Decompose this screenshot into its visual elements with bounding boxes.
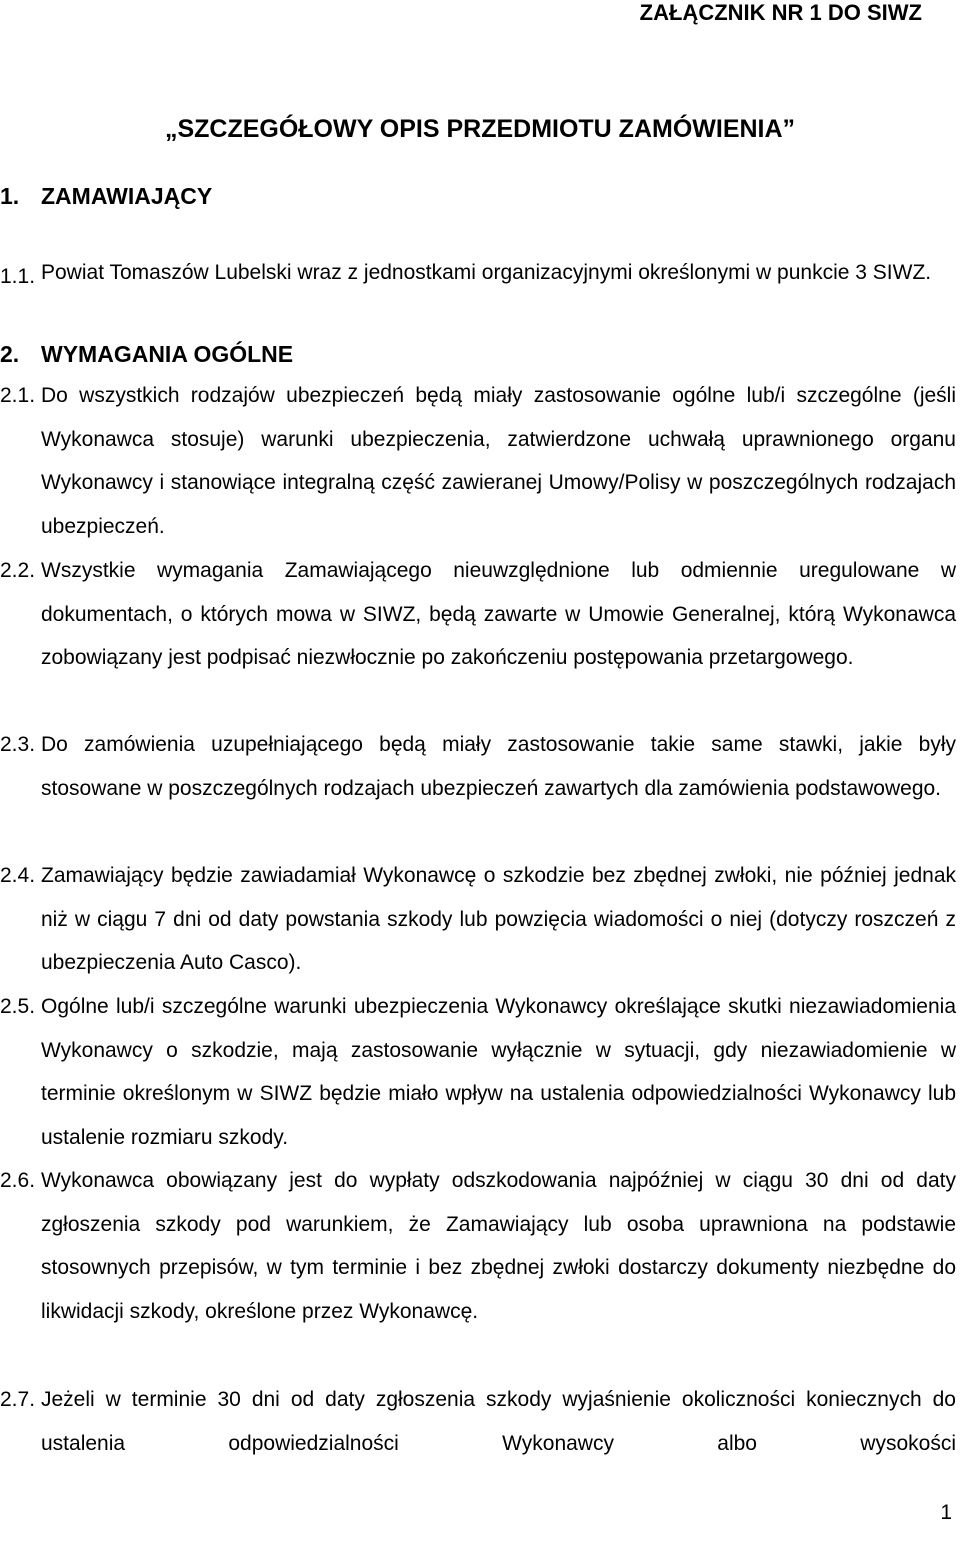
paragraph-number: 2.6. [0,1169,36,1192]
section-number: 2. [0,341,20,367]
paragraph-2-4 [0,854,956,985]
paragraph-number: 2.2. [0,559,36,582]
paragraph-number: 2.5. [0,995,36,1018]
page-number: 1 [940,1501,952,1524]
paragraph-2-2 [0,549,956,680]
paragraph-text: Jeżeli w terminie 30 dni od daty zgłoszenia szkody wyjaśnienie okoliczności koniecznych do ustalenia odpowiedzialności Wykonawcy albo wysokości [41,1388,956,1455]
document-title: „SZCZEGÓŁOWY OPIS PRZEDMIOTU ZAMÓWIENIA” [164,115,796,143]
annex-label: ZAŁĄCZNIK NR 1 DO SIWZ [639,0,922,25]
paragraph-text: Wszystkie wymagania Zamawiającego nieuwzględnione lub odmiennie uregulowane w dokumentach, o których mowa w SIWZ, będą zawarte w Umowie Generalnej, którą Wykonawca zobowiązany jest podpisać niezwłocznie po zakończeniu postępowania przetargowego. [41,559,956,669]
paragraph-1-1 [0,255,956,291]
section-title: ZAMAWIAJĄCY [41,183,213,209]
paragraph-2-1 [0,374,956,548]
paragraph-2-6 [0,1159,956,1333]
paragraph-text: Do zamówienia uzupełniającego będą miały zastosowanie takie same stawki, jakie były stosowane w poszczególnych rodzajach ubezpieczeń zawartych dla zamówienia podstawowego. [41,733,956,800]
paragraph-2-7 [0,1378,956,1465]
paragraph-number: 2.7. [0,1388,36,1411]
paragraph-2-3 [0,723,956,810]
paragraph-text: Wykonawca obowiązany jest do wypłaty odszkodowania najpóźniej w ciągu 30 dni od daty zgłoszenia szkody pod warunkiem, że Zamawiający lub osoba uprawniona na podstawie stosownych przepisów, w tym terminie i bez zbędnej zwłoki dostarczy dokumenty niezbędne do likwidacji szkody, określone przez Wykonawcę. [41,1169,956,1323]
paragraph-text: Ogólne lub/i szczególne warunki ubezpieczenia Wykonawcy określające skutki niezawiadomienia Wykonawcy o szkodzie, mają zastosowanie wyłącznie w sytuacji, gdy niezawiadomienie w terminie określonym w SIWZ będzie miało wpływ na ustalenia odpowiedzialności Wykonawcy lub ustalenie rozmiaru szkody. [41,995,956,1149]
paragraph-text: Do wszystkich rodzajów ubezpieczeń będą miały zastosowanie ogólne lub/i szczególne (jeśli Wykonawca stosuje) warunki ubezpieczenia, zatwierdzone uchwałą uprawnionego organu Wykonawcy i stanowiące integralną część zawieranej Umowy/Polisy w poszczególnych rodzajach ubezpieczeń. [41,384,956,538]
paragraph-number: 2.3. [0,733,36,756]
paragraph-number: 1.1. [0,265,36,288]
section-title: WYMAGANIA OGÓLNE [41,341,294,367]
paragraph-2-5 [0,985,956,1159]
paragraph-text: Zamawiający będzie zawiadamiał Wykonawcę o szkodzie bez zbędnej zwłoki, nie później jednak niż w ciągu 7 dni od daty powstania szkody lub powzięcia wiadomości o niej (dotyczy roszczeń z ubezpieczenia Auto Casco). [41,864,956,974]
paragraph-text: Powiat Tomaszów Lubelski wraz z jednostkami organizacyjnymi określonymi w punkcie 3 SIWZ. [41,261,932,284]
paragraph-number: 2.4. [0,864,36,887]
paragraph-number: 2.1. [0,384,36,407]
section-number: 1. [0,183,20,209]
